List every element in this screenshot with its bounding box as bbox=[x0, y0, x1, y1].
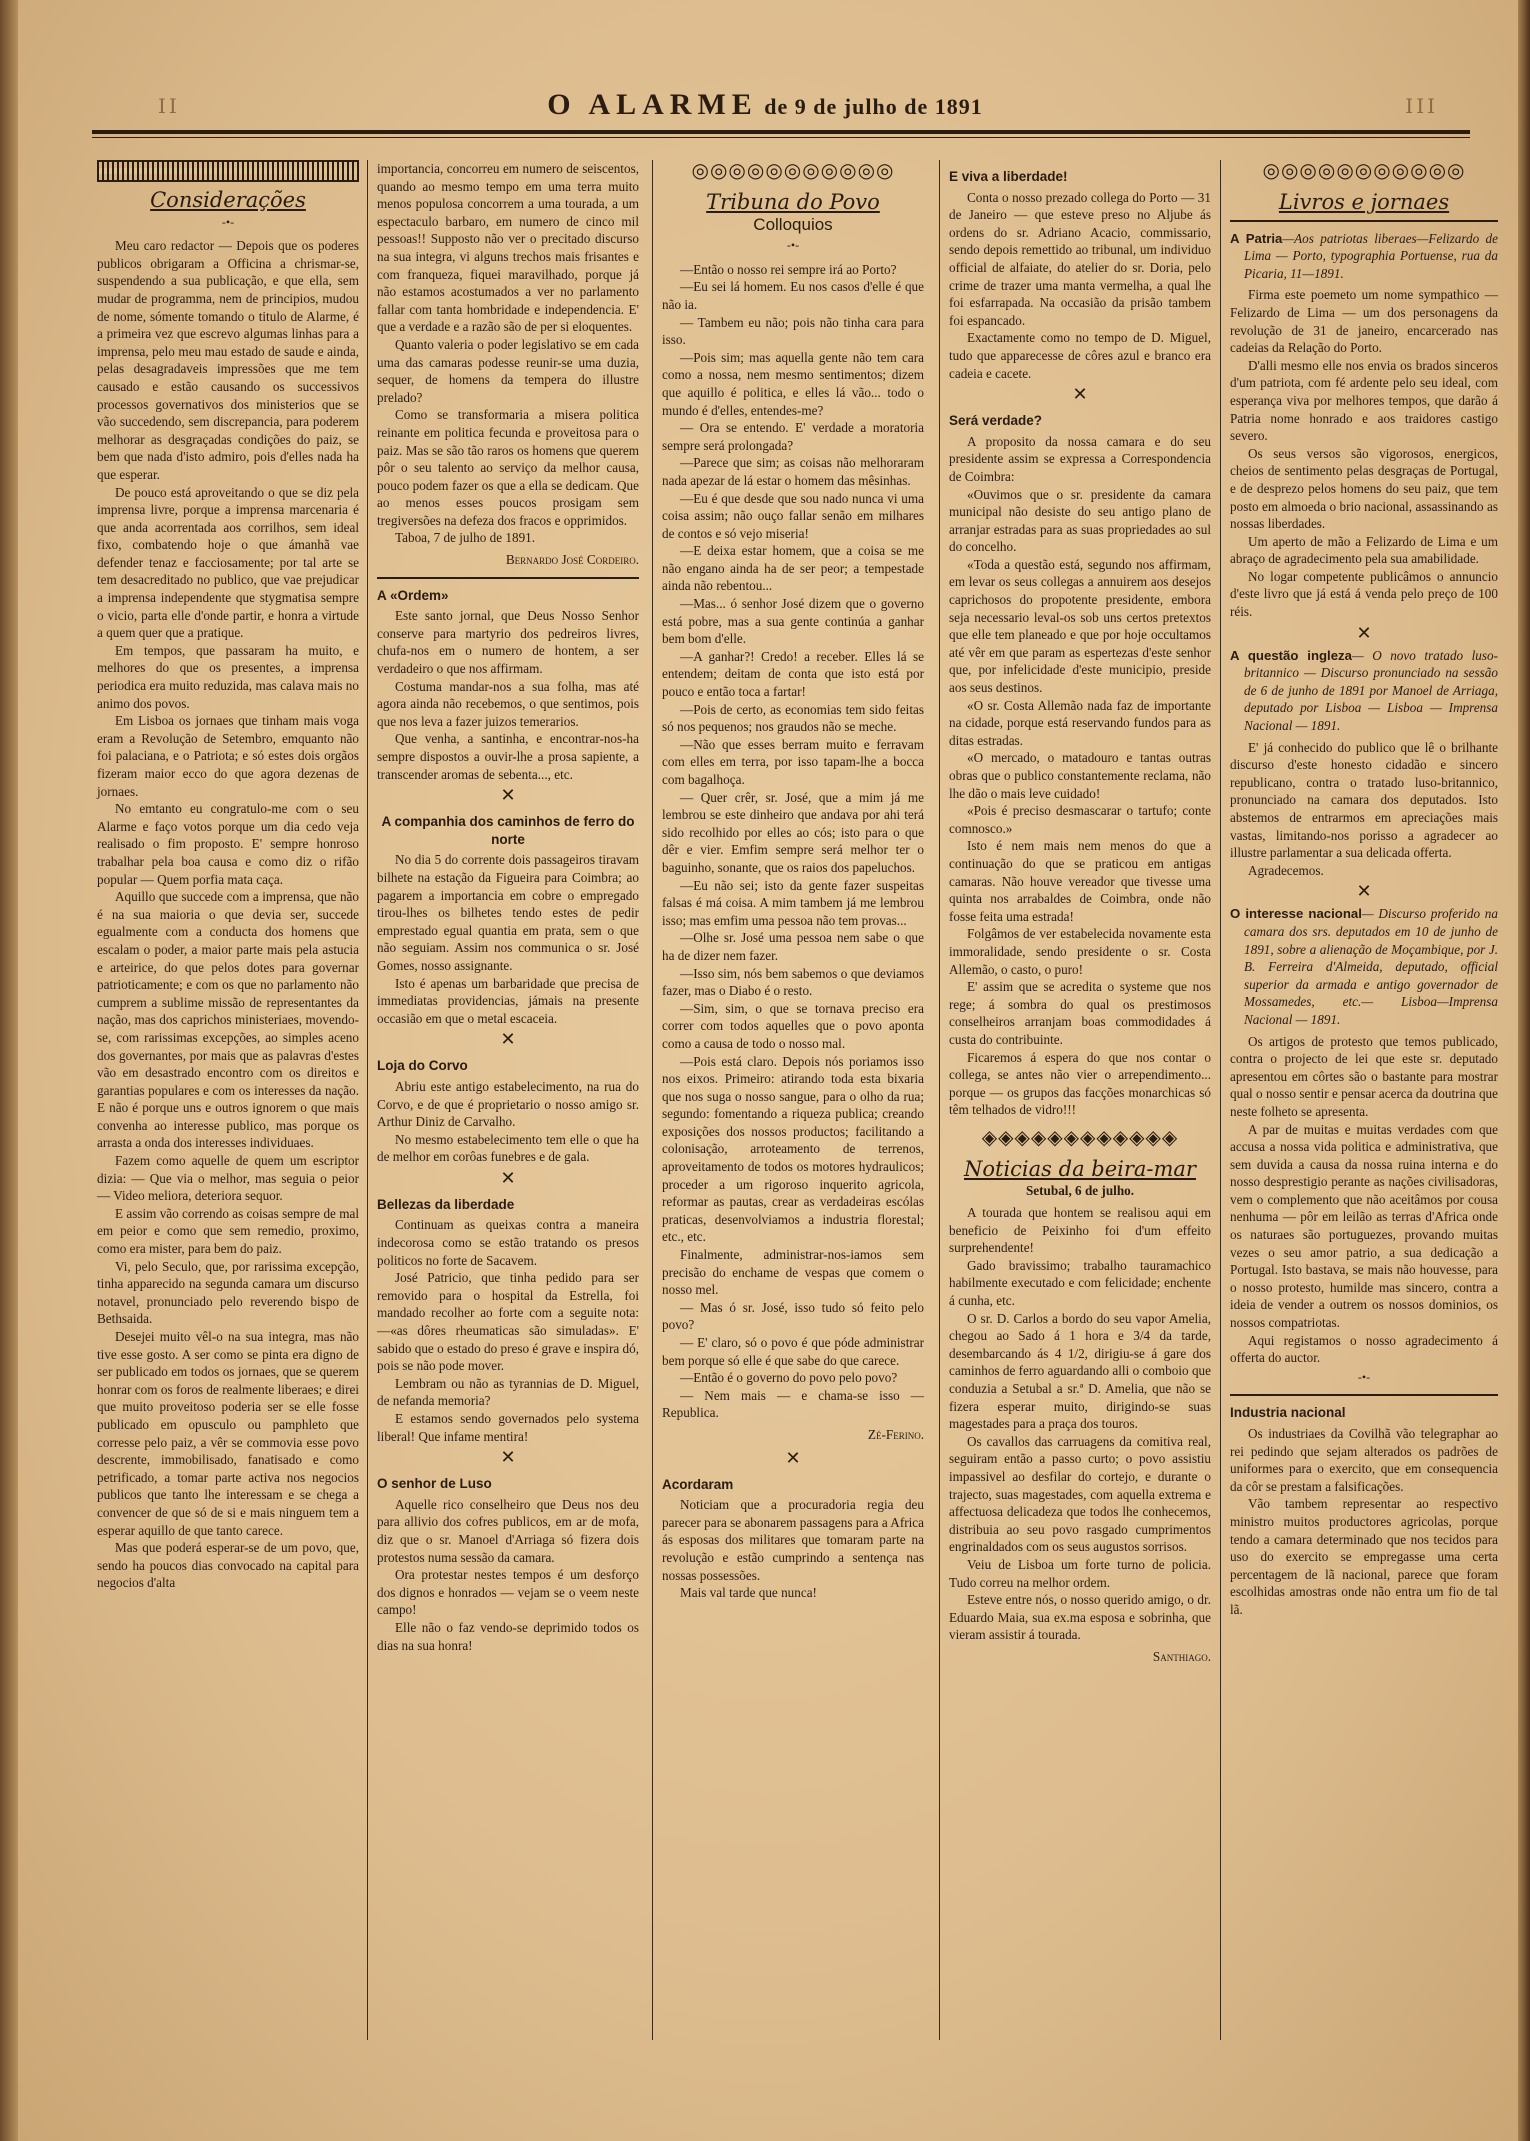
page-number-right: III bbox=[1405, 94, 1438, 118]
paragraph: Aquillo que succede com a imprensa, que não é na sua maioria o que devia ser, succede egualmente com a conducta dos homens que escalam o poder, a maior parte mais pela astucia e arteirice, do que pelos dotes para governar patrioticamente; e com os que no parlamento não cumprem a sublime missão de representantes da nação, mas dos caprichos ministeriaes, movendo-se, com rarissimas excepções, ao simples aceno dos governantes, por mais que as palavras d'estes vão em desastrado encontro com os direitos e garantias populares e com os interesses da nação. E não é porque uns e outros ignorem o que mais convenha ao interesse publico, mas porque os arrasta a onda dos interesses individuaes. bbox=[97, 889, 359, 1151]
paragraph: Mas que poderá esperar-se de um povo, que, sendo ha poucos dias convocado na capital para negocios d'alta bbox=[97, 1540, 359, 1591]
section-title: Tribuna do Povo bbox=[706, 190, 880, 214]
paragraph: Em Lisboa os jornaes que tinham mais voga eram a Revolução de Setembro, emquanto não foi palaciana, e o Patriota; e só estes dois orgãos fizeram maior ecco do que agora dezenas de jornaes. bbox=[97, 713, 359, 799]
column-divider bbox=[367, 160, 368, 2040]
paragraph: Elle não o faz vendo-se deprimido todos os dias na sua honra! bbox=[377, 1619, 639, 1653]
ornament-band: ◎◎◎◎◎◎◎◎◎◎◎ bbox=[1262, 160, 1466, 182]
paragraph: No logar competente publicâmos o annuncio d'este livro que já está á venda pelo preço de 100 réis. bbox=[1230, 568, 1498, 620]
paragraph: Exactamente como no tempo de D. Miguel, tudo que apparecesse de côres azul e branco era cadeia e cacete. bbox=[949, 330, 1211, 381]
paragraph: Lembram ou não as tyrannias de D. Miguel, de nefanda memoria? bbox=[377, 1375, 639, 1409]
dialogue-line: — Quer crêr, sr. José, que a mim já me lembrou se este dinheiro que andava por ahi terá sido recolhido por elles ao cós; isto para o que dêr e vier. Emfim sempre será melhor ter o baguinho, sonante, que os raios dos papeluchos. bbox=[662, 789, 924, 875]
paragraph: E' já conhecido do publico que lê o brilhante discurso d'este honesto cidadão e sincero republicano, contra o tratado luso-britannico, pronunciado na camara dos deputados. Isto abstemos de entrarmos em apreciações mais vastas, limitando-nos porisso a agradecer ao illustre parlamentar a sua delicada offerta. bbox=[1230, 739, 1498, 861]
paragraph: Um aperto de mão a Felizardo de Lima e um abraço de agradecimento pela sua amabilidade. bbox=[1230, 533, 1498, 567]
paragraph: Aqui registamos o nosso agradecimento á offerta do auctor. bbox=[1230, 1332, 1498, 1366]
paragraph: Como se transformaria a misera politica reinante em politica fecunda e proveitosa para o paiz. Mas se são tão raros os homens que querem pôr o seu talento ao serviço da melhor causa, pouco podem fazer os que a ella se dedicam. Que ao menos esses poucos prosigam sem tregiversões na defeza dos fracos e opprimidos. bbox=[377, 407, 639, 528]
paragraph: Este santo jornal, que Deus Nosso Senhor conserve para martyrio dos pedreiros livres, chufa-nos em o numero de hontem, a ser verdadeiro o que nos affirmam. bbox=[377, 608, 639, 677]
section-rule bbox=[1230, 220, 1498, 222]
column-3 bbox=[662, 160, 924, 1602]
header-rule bbox=[92, 130, 1470, 134]
page-number-left: II bbox=[158, 94, 180, 118]
column-5 bbox=[1230, 160, 1498, 1619]
dialogue-line: —Então é o governo do povo pelo povo? bbox=[680, 1370, 898, 1386]
masthead bbox=[0, 88, 1530, 122]
separator-icon: ✕ bbox=[500, 1167, 516, 1188]
dialogue-line: —Pois sim; mas aquella gente não tem cara como a nossa, nem mesmo sentimentos; dizem que aquillo é politica, e elles lá vão... todo o mundo é d'elles, entendes-me? bbox=[662, 349, 924, 418]
paragraph: Os artigos de protesto que temos publicado, contra o projecto de lei que este sr. deputado apresentou em côrtes são o bastante para mostrar qual o nosso sentir e pensar acerca da doutrina que neste folheto se apresenta. bbox=[1230, 1033, 1498, 1119]
column-4 bbox=[949, 160, 1211, 1670]
paragraph: Quanto valeria o poder legislativo se em cada uma das camaras podesse reunir-se uma duzia, sequer, de homens da tempera do illustre prelado? bbox=[377, 336, 639, 405]
separator-icon: ✕ bbox=[785, 1447, 801, 1468]
book-entry bbox=[1230, 647, 1498, 735]
section-heading: A «Ordem» bbox=[377, 587, 449, 603]
paragraph: E assim vão correndo as coisas sempre de mal em peior e como que sem remedio, proximo, como era mister, para bem do paiz. bbox=[97, 1205, 359, 1257]
paragraph: D'alli mesmo elle nos envia os brados sinceros d'um patriota, com fé ardente pelo seu ideal, com esperança viva por melhores tempos, que darão á Patria nome honrado e aos traidores castigo severo. bbox=[1230, 357, 1498, 444]
signature: Santhiago. bbox=[1152, 1648, 1211, 1664]
book-details: — Discurso proferido na camara dos srs. deputados em 10 de junho de 1891, sobre a alienação de Moçambique, por J. B. Ferreira d'Almeida, deputado, official superior da armada e antigo governador de Mossamedes, etc.— Lisboa—Imprensa Nacional — 1891. bbox=[1244, 906, 1498, 1027]
paragraph: O sr. D. Carlos a bordo do seu vapor Amelia, chegou ao Sado á 1 hora e 3/4 da tarde, desembarcando ás 4 1/2, dirigiu-se á gare dos caminhos de ferro aguardando alli o comboio que conduzia a Setubal a sr.ª D. Amelia, que não se fizera esperar muito, dirigindo-se suas magestades para a praça dos touros. bbox=[949, 1310, 1211, 1432]
dialogue-line: —Parece que sim; as coisas não melhoraram nada apezar de lá estar o homem das mêsinhas. bbox=[662, 455, 924, 488]
column-2 bbox=[377, 160, 639, 1654]
paragraph: «O sr. Costa Allemão nada faz de importante na cidade, porque está reservando fundos para as ditas estradas. bbox=[949, 697, 1211, 748]
section-heading: Bellezas da liberdade bbox=[377, 1196, 515, 1212]
paragraph: Abriu este antigo estabelecimento, na rua do Corvo, e de que é proprietario o nosso amigo sr. Arthur Diniz de Carvalho. bbox=[377, 1078, 639, 1130]
dateline: Taboa, 7 de julho de 1891. bbox=[395, 530, 536, 546]
dialogue-line: —Olhe sr. José uma pessoa nem sabe o que ha de dizer nem fazer. bbox=[662, 930, 924, 963]
paragraph: A proposito da nossa camara e do seu presidente assim se expressa a Correspondencia de Coimbra: bbox=[949, 433, 1211, 484]
book-details: —Aos patriotas liberaes—Felizardo de Lima — Porto, typographia Portuense, rua da Picaria, 11—1891. bbox=[1244, 230, 1498, 281]
section-heading: Loja do Corvo bbox=[377, 1058, 468, 1074]
paragraph: Os industriaes da Covilhã vão telegraphar ao rei pedindo que sejam alterados os padrões de uniformes para o exercito, que em consequencia da côr se prestam a falsificações. bbox=[1230, 1426, 1498, 1494]
paragraph: Esteve entre nós, o nosso querido amigo, o dr. Eduardo Maia, sua ex.ma esposa e sobrinha, que vieram assistir á tourada. bbox=[949, 1592, 1211, 1643]
separator-icon: ✕ bbox=[1356, 881, 1372, 902]
separator-icon: ✕ bbox=[500, 1029, 516, 1050]
page-edge-left bbox=[0, 0, 18, 2141]
paragraph: Veiu de Lisboa um forte turno de policia. Tudo correu na melhor ordem. bbox=[949, 1556, 1211, 1590]
dialogue-line: —Mas... ó senhor José dizem que o governo está pobre, mas a sua gente continúa a ganhar bem bom d'elle. bbox=[662, 596, 924, 647]
paragraph: Os seus versos são vigorosos, energicos, cheios de sentimento pelas desgraças de Portugal, e de desprezo pelos homens do seu paiz, que tem posto em almoeda o brio nacional, assassinando as nossas liberdades. bbox=[1230, 445, 1498, 532]
paragraph: Noticiam que a procuradoria regia deu parecer para se abonarem passagens para a Africa ás esposas dos militares que tomaram parte na revolução e estão cumprindo a sentença nas nossas possessões. bbox=[662, 1497, 924, 1583]
dialogue-line: —Eu é que desde que sou nado nunca vi uma coisa assim; não ouço fallar senão em milhares de contos e só vejo miseria! bbox=[662, 490, 924, 541]
signature: Bernardo José Cordeiro. bbox=[505, 552, 639, 568]
header-rule-thin bbox=[92, 137, 1470, 138]
paragraph: Desejei muito vêl-o na sua integra, mas não tive esse gosto. A ser como se pinta era digno de ser publicado em todos os jornaes, que se querem honrar com os foros de realmente liberaes; e direi que muito proveitoso poderia ser se elle fosse publicado em opusculo ou pamphleto que corresse pelo paiz, a vêr se commovia esse povo descrente, immobilisado, fanatisado e como petrificado, a tomar parte activa nos negocios publicos que tanto lhe interessam e se chega a convencer de que só de si e mais ninguem tem a esperar aquillo de que tanto carece. bbox=[97, 1329, 359, 1538]
ornament-band: ◈◈◈◈◈◈◈◈◈◈◈◈ bbox=[981, 1126, 1179, 1149]
paragraph: Conta o nosso prezado collega do Porto — 31 de Janeiro — que esteve preso no Aljube ás ordens do sr. Adriano Acacio, commissario, sendo depois remettido ao tribunal, um individuo official de alfaiate, do atelier do sr. Doria, pelo crime de trazer uma manta vermelha, a qual lhe foi esfarrapada. Na occasião da prisão tambem foi espancado. bbox=[949, 189, 1211, 328]
section-heading: A companhia dos caminhos de ferro do norte bbox=[381, 814, 635, 847]
book-entry bbox=[1230, 905, 1498, 1028]
ornament-icon: -•- bbox=[1357, 1369, 1371, 1384]
paragraph: E estamos sendo governados pelo systema liberal! Que infame mentira! bbox=[377, 1411, 639, 1444]
paragraph: Firma este poemeto um nome sympathico — Felizardo de Lima — um dos personagens da revolução de 31 de janeiro, encarcerado nas cadeias da Relação do Porto. bbox=[1230, 287, 1498, 356]
section-heading: Industria nacional bbox=[1230, 1405, 1346, 1421]
section-title: Livros e jornaes bbox=[1278, 190, 1450, 214]
signature: Zé-Ferino. bbox=[867, 1426, 924, 1442]
paragraph: «Ouvimos que o sr. presidente da camara municipal não desiste do seu antigo plano de arranjar estradas para as suas propriedades ao sul do concelho. bbox=[949, 486, 1211, 555]
paragraph: Ora protestar nestes tempos é um desforço dos dignos e honrados — vejam se o veem neste campo! bbox=[377, 1567, 639, 1618]
dialogue-line: — E' claro, só o povo é que póde administrar bem porque só elle é que sabe do que carece. bbox=[662, 1335, 924, 1368]
paragraph: Isto é nem mais nem menos do que a continuação do que se praticou em antigas camaras. Não houve vereador que tivesse uma quinta nos arrabaldes de Coimbra, onde não fosse feita uma estrada! bbox=[949, 838, 1211, 924]
paragraph: A tourada que hontem se realisou aqui em beneficio de Peixinho foi d'um effeito surprehendente! bbox=[949, 1205, 1211, 1256]
paragraph: No emtanto eu congratulo-me com o seu Alarme e faço votos porque um dia cedo veja realisado o fim proposto. E' sempre honroso trabalhar pela boa causa e como diz o rifão popular — Quem porfia mata caça. bbox=[97, 801, 359, 887]
section-heading: E viva a liberdade! bbox=[949, 169, 1068, 184]
paragraph: importancia, concorreu em numero de seiscentos, quando ao mesmo tempo em uma terra muito menos populosa concorrem a uma tourada, a um espectaculo barbaro, em numero de cinco mil pessoas!! Supposto não ver o precitado discurso na sua integra, vi alguns trechos mais frisantes e com franqueza, fiquei maravilhado, porque já não estamos acostumados a ver no parlamento fallar com tanta hombridade e independencia. E' que a verdade e a razão são de per si eloquentes. bbox=[377, 161, 639, 335]
paragraph: Os cavallos das carruagens da comitiva real, seguiram então a passo curto; o povo assistiu impassivel ao desfilar do cortejo, e durante o trajecto, suas magestades, com aquella extrema e affectuosa delicadeza que todos lhe conhecemos, distribuia ao seu povo rasgado cumprimentos engrinaldados com os seus augustos sorrisos. bbox=[949, 1433, 1211, 1555]
column-divider bbox=[939, 160, 940, 2040]
column-divider bbox=[652, 160, 653, 2040]
ornament-icon: -•- bbox=[786, 238, 800, 253]
dialogue-line: Finalmente, administrar-nos-iamos sem precisão do enchame de vespas que comem o nosso mel. bbox=[662, 1247, 924, 1298]
dialogue-block bbox=[662, 261, 924, 1422]
dialogue-line: —Sim, sim, o que se tornava preciso era correr com todos aquelles que o povo aponta como a causa de todo o nosso mal. bbox=[662, 1000, 924, 1051]
dialogue-line: — Ora se entendo. E' verdade a moratoria sempre será prolongada? bbox=[662, 420, 924, 453]
paragraph: Ficaremos á espera do que nos contar o collega, se antes não vier o arrependimento... porque — os grupos das facções monarchicas só têm telhados de vidro!!! bbox=[949, 1049, 1211, 1118]
paragraph: Continuam as queixas contra a maneira indecorosa como se estão tratando os presos politicos no forte de Sacavem. bbox=[377, 1217, 639, 1268]
paragraph: A par de muitas e muitas verdades com que accusa a nossa vida politica e administrativa, que sem duvida a causa da nossa ruina interna e do nosso desprestigio perante as nações civilisadoras, vem o complemento que não aceitâmos por cousa nenhuma — pôr em leilão as terras d'Africa onde os naturaes são portuguezes, provando muitas vezes o seu amor patrio, a sua dedicação a Portugal. Isto bastava, se mais não houvesse, para o nosso protesto, humilde mas sincero, contra a ideia de vender a outrem os nossos dominios, os nossos compatriotas. bbox=[1230, 1121, 1498, 1331]
dateline: Setubal, 6 de julho. bbox=[1025, 1183, 1135, 1199]
ornament-icon: -•- bbox=[221, 214, 235, 229]
dialogue-line: — Tambem eu não; pois não tinha cara para isso. bbox=[662, 314, 924, 348]
book-entry bbox=[1230, 230, 1498, 283]
paragraph: No dia 5 do corrente dois passageiros tiravam bilhete na estação da Figueira para Coimbra; ao pagarem a importancia em cobre o empregado tirou-lhes os bilhetes tendo estes de pedir emprestado egual quantia em prata, sem o que não seguiam. Assim nos communica o sr. José Gomes, nosso assignante. bbox=[377, 852, 639, 973]
issue-date: de 9 de julho de 1891 bbox=[757, 94, 983, 119]
page-edge-right bbox=[1518, 0, 1530, 2141]
separator-icon: ✕ bbox=[1072, 384, 1088, 405]
dialogue-line: —E deixa estar homem, que a coisa se me não engano ainda ha de ser peor; a tempestade ainda não rebentou... bbox=[662, 543, 924, 594]
paragraph: Em tempos, que passaram ha muito, e melhores do que os presentes, a imprensa periodica era muito reduzida, mas calava mais no animo dos povos. bbox=[97, 642, 359, 711]
article-title: Considerações bbox=[150, 188, 306, 212]
article-subtitle: Colloquios bbox=[753, 214, 833, 234]
paragraph: Meu caro redactor — Depois que os poderes publicos obrigaram a Officina a chrismar-se, suspendendo a sua publicação, e que ella, sem mudar de programma, nem de principios, mudou de nome, sómente tomando o titulo de Alarme, é a primeira vez que escrevo algumas linhas para a imprensa, pelo meu mau estado de saude e ainda, pelas desagradaveis impressões que me tem causado e estão causando os successivos processos governativos dos ministerios que se vão succedendo, sem discrepancia, para poderem melhorar as desgraçadas condições do paiz, se bem que nada d'isto admiro, pois d'elles nada ha que esperar. bbox=[97, 238, 359, 482]
paragraph: Costuma mandar-nos a sua folha, mas até agora ainda não recebemos, o que sentimos, pois que nos leva a fazer juizos temerarios. bbox=[377, 678, 639, 729]
paragraph: Isto é apenas um barbaridade que precisa de immediatas providencias, jámais na presente occasião em que o metal escaceia. bbox=[377, 975, 639, 1026]
separator-icon: ✕ bbox=[500, 785, 516, 806]
paragraph: Fazem como aquelle de quem um escriptor dizia: — Que via o melhor, mas seguia o peior — Video meliora, deteriora sequor. bbox=[97, 1153, 359, 1204]
dialogue-line: — Nem mais — e chama-se isso — Republica. bbox=[662, 1387, 924, 1421]
column-divider bbox=[1220, 160, 1221, 2040]
section-heading: Será verdade? bbox=[949, 413, 1043, 429]
section-rule bbox=[377, 577, 639, 579]
paragraph: Que venha, a santinha, e encontrar-nos-ha sempre dispostos a ouvir-lhe a prosa sapiente, a transcender aromas de sebenta..., etc. bbox=[377, 731, 639, 782]
ornament-band bbox=[97, 160, 359, 182]
paragraph: Gado bravissimo; trabalho tauramachico habilmente executado e com felicidade; enchente á cunha, etc. bbox=[949, 1257, 1211, 1309]
paragraph: «O mercado, o matadouro e tantas outras obras que o publico constantemente reclama, não lhe dão o mais leve cuidado! bbox=[949, 750, 1211, 801]
dialogue-line: —Pois de certo, as economias tem sido feitas só nos pequenos; nos graudos não se meche. bbox=[662, 701, 924, 735]
paragraph: José Patricio, que tinha pedido para ser removido para o hospital da Estrella, foi mandado recolher ao forte com a seguite nota: —«as dôres rheumaticas são simuladas». E' sabido que o estado do preso é grave e inspira dó, pois se não pode mover. bbox=[377, 1270, 639, 1374]
paper-name: O ALARME bbox=[547, 88, 758, 121]
section-title: Noticias da beira-mar bbox=[964, 1156, 1196, 1181]
book-title: O interesse nacional bbox=[1230, 906, 1362, 922]
dialogue-line: —Isso sim, nós bem sabemos o que deviamos fazer, mas o Diabo é o resto. bbox=[662, 965, 924, 999]
ornament-band: ◎◎◎◎◎◎◎◎◎◎◎ bbox=[691, 160, 895, 182]
dialogue-line: —Pois está claro. Depois nós poriamos isso nos eixos. Primeiro: atirando toda esta bixaria que nos suga o nosso sangue, para o olho da rua; segundo: fomentando a riqueza publica; creando exposições dos nossos productos; facilitando a colonisação, arroteamento de terrenos, aproveitamento de todos os motores hydraulicos; proceder a um rigoroso inquerito agricola, reformar as pautas, crear as verdadeiras escólas praticas, desenvolviamos a industria florestal; etc., etc. bbox=[662, 1053, 924, 1245]
paragraph: «Toda a questão está, segundo nos affirmam, em levar os seus collegas a annuirem aos desejos caprichosos do propotente presidente, embora seja necessario leval-os sob uns certos pretextos que elle tem planeado e que por hoje occultamos até vêr em que param as espertezas d'este senhor que, por infelicidade d'este municipio, preside aos seus destinos. bbox=[949, 556, 1211, 696]
column-1 bbox=[97, 160, 359, 1592]
section-rule bbox=[1230, 1394, 1498, 1396]
book-title: A Patria bbox=[1230, 230, 1283, 246]
dialogue-line: —Eu não sei; isto da gente fazer suspeitas falsas é má coisa. A mim tambem já me lembrou isso; mas emfim uma pessoa não tem provas... bbox=[662, 877, 924, 928]
section-heading: O senhor de Luso bbox=[377, 1476, 492, 1492]
book-details: — O novo tratado luso-britannico — Discurso pronunciado na sessão de 6 de junho de 1891 por Manoel de Arriaga, deputado por Lisboa — Lisboa — Imprensa Nacional — 1891. bbox=[1244, 647, 1499, 734]
book-title: A questão ingleza bbox=[1230, 647, 1352, 663]
separator-icon: ✕ bbox=[500, 1447, 516, 1468]
paragraph: «Pois é preciso desmascarar o tartufo; conte comnosco.» bbox=[949, 803, 1211, 836]
paragraph: Agradecemos. bbox=[1248, 862, 1324, 878]
separator-icon: ✕ bbox=[1356, 622, 1372, 643]
dialogue-line: —Então o nosso rei sempre irá ao Porto? bbox=[680, 261, 897, 277]
paragraph: Vi, pelo Seculo, que, por rarissima excepção, tinha apparecido na segunda camara um discurso notavel, pronunciado pelo reverendo bispo de Bethsaida. bbox=[97, 1258, 359, 1327]
section-heading: Acordaram bbox=[662, 1476, 734, 1492]
paragraph: De pouco está aproveitando o que se diz pela imprensa livre, porque a imprensa marcenaria é que anda acorrentada aos corrilhos, sem ideal fixo, combatendo hoje o que ámanhã vae defender tenaz e facciosamente; por tal arte se tem desacreditado no publico, que vae prejudicar a imprensa independente que stygmatisa sempre o vicio, parta elle d'onde partir, e honra a virtude a quem quer que a pratique. bbox=[97, 484, 359, 641]
paragraph: E' assim que se acredita o systeme que nos rege; á sombra do qual os prestimosos conselheiros arranjam boas commodidades á custa do contribuinte. bbox=[949, 979, 1211, 1047]
paragraph: No mesmo estabelecimento tem elle o que ha de melhor em corôas funebres e de gala. bbox=[377, 1131, 639, 1165]
paragraph: Folgâmos de ver estabelecida novamente esta immoralidade, sendo presidente o sr. Costa Allemão, o casto, o puro! bbox=[949, 926, 1211, 977]
dialogue-line: —Eu sei lá homem. Eu nos casos d'elle é que não ia. bbox=[662, 279, 924, 312]
paragraph: Mais val tarde que nunca! bbox=[680, 1585, 817, 1601]
dialogue-line: — Mas ó sr. José, isso tudo só feito pelo povo? bbox=[662, 1299, 924, 1333]
paragraph: Aquelle rico conselheiro que Deus nos deu para allivio dos cofres publicos, em ar de mofa, diz que o sr. Manoel d'Arriaga só fizera dois protestos numa sessão da camara. bbox=[377, 1496, 639, 1565]
paragraph: Vão tambem representar ao respectivo ministro muitos productores agricolas, porque tendo a camara determinado que nos tecidos para uso do exercito se empregasse uma certa percentagem de lã nacional, parece que foram escolhidas amostras onde não entra um fio de tal lã. bbox=[1230, 1496, 1498, 1617]
dialogue-line: —A ganhar?! Credo! a receber. Elles lá se entendem; deitam de conta que isto está por pouco e então toca a fartar! bbox=[662, 648, 924, 700]
dialogue-line: —Não que esses berram muito e ferravam com elles em terra, por isso tapam-lhe a bocca com bagalhoça. bbox=[662, 736, 924, 787]
